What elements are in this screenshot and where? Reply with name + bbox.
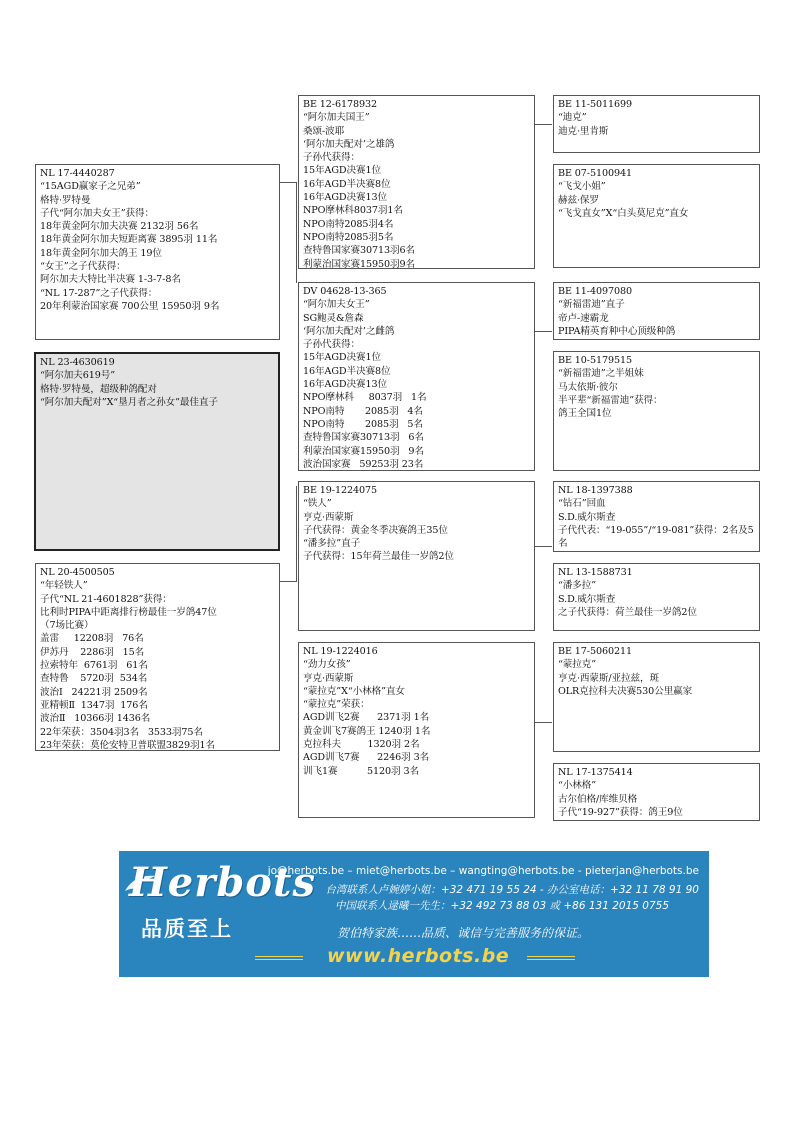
pedigree-sds bbox=[553, 282, 760, 340]
pedigree-line: “劲力女孩” bbox=[303, 659, 351, 671]
pedigree-line: “新福雷迪”之半姐妹 bbox=[558, 368, 644, 380]
pedigree-line: “铁人” bbox=[303, 498, 332, 510]
divider-left bbox=[255, 956, 303, 960]
pedigree-line: 子代“NL 21-4601828”获得： bbox=[40, 593, 172, 605]
ring-number: NL 18-1397388 bbox=[558, 485, 633, 496]
greeting: 贺伯特家族……品质、诚信与完善服务的保证。 bbox=[337, 926, 590, 940]
ring-number: NL 20-4500505 bbox=[40, 567, 115, 578]
pedigree-line: 波治国家赛 59253羽 23名 bbox=[303, 458, 424, 470]
pedigree-line: 15年AGD决赛1位 bbox=[303, 352, 381, 364]
pedigree-line: 盖雷 12208羽 76名 bbox=[40, 633, 144, 645]
pedigree-line: 子代“阿尔加夫女王”获得： bbox=[40, 207, 155, 219]
pedigree-line: “阿尔加夫配对”X“垦月者之孙女”最佳直子 bbox=[40, 396, 218, 408]
pedigree-line: “小林格” bbox=[558, 780, 597, 792]
ring-number: DV 04628-13-365 bbox=[303, 286, 387, 297]
pedigree-subject bbox=[34, 352, 280, 551]
pedigree-line: 子代获得：15年荷兰最佳一岁鸽2位 bbox=[303, 551, 454, 563]
pedigree-line: （7场比赛） bbox=[40, 620, 94, 632]
pedigree-line: ‘阿尔加夫配对’之雄鸽 bbox=[303, 138, 395, 150]
pedigree-line: 18年黄金阿尔加夫短距离赛 3895羽 11名 bbox=[40, 234, 218, 246]
pedigree-line: OLR克拉科夫决赛530公里赢家 bbox=[558, 685, 693, 697]
pedigree-dss bbox=[553, 481, 760, 552]
pedigree-line: 格特·罗特曼 bbox=[40, 194, 91, 206]
pedigree-sire-dam bbox=[298, 282, 535, 471]
pedigree-line: 古尔伯格/库维贝格 bbox=[558, 793, 638, 805]
ring-number: BE 19-1224075 bbox=[303, 485, 377, 496]
ring-number: NL 17-4440287 bbox=[40, 168, 115, 179]
pedigree-line: “年轻铁人” bbox=[40, 580, 88, 592]
pedigree-line: 子代“19-927”获得：鸽王9位 bbox=[558, 806, 683, 818]
pedigree-dds bbox=[553, 642, 760, 752]
pedigree-line: SG鲍灵&詹森 bbox=[303, 312, 364, 324]
pedigree-line: 之子代获得：荷兰最佳一岁鸽2位 bbox=[558, 606, 697, 618]
pedigree-line: 亨克·西蒙斯 bbox=[303, 511, 354, 523]
pedigree-line: NPO南特2085羽5名 bbox=[303, 231, 394, 243]
pedigree-line: 拉索特年 6761羽 61名 bbox=[40, 660, 148, 672]
pedigree-line: 黄金训飞7赛鸽王 1240羽 1名 bbox=[303, 725, 431, 737]
pedigree-line: “潘多拉” bbox=[558, 580, 597, 592]
pedigree-line: 18年黄金阿尔加夫决赛 2132羽 56名 bbox=[40, 221, 199, 233]
contact-phone-china: 中国联系人逯曦一先生：+32 492 73 88 03 或 +86 131 2015 0755 bbox=[335, 900, 669, 912]
pedigree-line: 亨克·西蒙斯 bbox=[303, 672, 354, 684]
pedigree-line: “阿尔加夫国王” bbox=[303, 112, 370, 124]
pedigree-line: NPO南特 2085羽 4名 bbox=[303, 405, 423, 417]
pedigree-line: 查特鲁国家赛30713羽 6名 bbox=[303, 432, 424, 444]
pedigree-line: 利蒙治国家赛15950羽9名 bbox=[303, 258, 415, 269]
pedigree-line: 伊苏丹 2286羽 15名 bbox=[40, 646, 145, 658]
pedigree-line: 阿尔加夫大特比半决赛 1-3-7-8名 bbox=[40, 274, 181, 286]
pedigree-line: “蒙拉克” bbox=[558, 659, 597, 671]
pedigree-line: “新福雷迪”直子 bbox=[558, 299, 625, 311]
pedigree-line: 马太依斯·彼尔 bbox=[558, 381, 618, 393]
pedigree-line: 子代获得：黄金冬季决赛鸽王35位 bbox=[303, 524, 448, 536]
ring-number: BE 07-5100941 bbox=[558, 168, 632, 179]
pedigree-ddd bbox=[553, 763, 760, 821]
pedigree-line: 比利时PIPA中距离排行榜最佳一岁鸽47位 bbox=[40, 606, 217, 618]
pedigree-line: “迪克” bbox=[558, 112, 587, 124]
pedigree-ssd bbox=[553, 164, 760, 268]
divider-right bbox=[527, 956, 575, 960]
pedigree-line: 桑颂-波耶 bbox=[303, 125, 345, 137]
pedigree-dsd bbox=[553, 563, 760, 631]
ring-number: NL 23-4630619 bbox=[40, 357, 115, 368]
ring-number: BE 12-6178932 bbox=[303, 99, 377, 110]
pedigree-sss bbox=[553, 95, 760, 153]
ring-number: NL 13-1588731 bbox=[558, 567, 633, 578]
pedigree-line: “飞戈直女”X“白头莫尼克”直女 bbox=[558, 207, 689, 219]
pedigree-line: NPO摩林科8037羽1名 bbox=[303, 205, 403, 217]
pedigree-line: “蒙拉克”荣获： bbox=[303, 699, 370, 711]
ring-number: BE 11-4097080 bbox=[558, 286, 632, 297]
pedigree-line: 23年荣获：莫伦安特卫普联盟3829羽1名 bbox=[40, 739, 215, 751]
pedigree-dam-sire bbox=[298, 481, 535, 631]
pedigree-sire bbox=[35, 164, 280, 340]
pedigree-sdd bbox=[553, 351, 760, 471]
ring-number: BE 11-5011699 bbox=[558, 99, 632, 110]
pedigree-line: 子孙代获得： bbox=[303, 339, 360, 351]
pedigree-line: PIPA精英育种中心顶级种鸽 bbox=[558, 325, 676, 337]
pedigree-line: 亚精顿Ⅱ 1347羽 176名 bbox=[40, 699, 148, 711]
pedigree-line: “阿尔加夫619号” bbox=[40, 370, 116, 382]
pedigree-line: 训飞1赛 5120羽 3名 bbox=[303, 765, 419, 777]
pedigree-line: 16年AGD决赛13位 bbox=[303, 192, 387, 204]
ring-number: NL 17-1375414 bbox=[558, 767, 633, 778]
pedigree-line: 亨克·西蒙斯/亚拉兹，斑 bbox=[558, 672, 660, 684]
contact-phone-taiwan: 台湾联系人卢婉婷小姐：+32 471 19 55 24 - 办公室电话：+32 11 78 91 90 bbox=[325, 884, 699, 896]
pedigree-line: “NL 17-287”之子代获得： bbox=[40, 287, 158, 299]
pedigree-line: “阿尔加夫女王” bbox=[303, 299, 370, 311]
pedigree-line: 16年AGD半决赛8位 bbox=[303, 365, 391, 377]
pedigree-line: “15AGD赢家子之兄弟” bbox=[40, 181, 141, 193]
ring-number: NL 19-1224016 bbox=[303, 646, 378, 657]
ring-number: BE 17-5060211 bbox=[558, 646, 632, 657]
ring-number: BE 10-5179515 bbox=[558, 355, 632, 366]
pedigree-sire-sire bbox=[298, 95, 535, 269]
pedigree-line: “蒙拉克”X“小林格”直女 bbox=[303, 685, 405, 697]
pedigree-line: NPO南特 2085羽 5名 bbox=[303, 418, 423, 430]
contact-emails[interactable]: jo@herbots.be – miet@herbots.be – wangting@herbots.be - pieterjan@herbots.be bbox=[267, 865, 699, 877]
pedigree-line: 20年利蒙治国家赛 700公里 15950羽 9名 bbox=[40, 300, 220, 312]
pedigree-line: ‘阿尔加夫配对’之雌鸽 bbox=[303, 325, 395, 337]
pedigree-line: 鸽王全国1位 bbox=[558, 408, 612, 420]
pedigree-line: 波治Ⅱ 10366羽 1436名 bbox=[40, 713, 151, 725]
website-link[interactable]: www.herbots.be bbox=[327, 945, 510, 967]
pedigree-line: AGD训飞7赛 2246羽 3名 bbox=[303, 752, 430, 764]
pedigree-line: 查特鲁国家赛30713羽6名 bbox=[303, 245, 415, 257]
herbots-banner bbox=[119, 851, 709, 977]
pedigree-line: 22年荣获：3504羽3名 3533羽75名 bbox=[40, 726, 203, 738]
pedigree-line: NPO摩林科 8037羽 1名 bbox=[303, 392, 427, 404]
pedigree-line: 16年AGD决赛13位 bbox=[303, 379, 387, 391]
pedigree-line: “飞戈小姐” bbox=[558, 181, 606, 193]
pedigree-line: 利蒙治国家赛15950羽 9名 bbox=[303, 445, 424, 457]
pedigree-line: 波治Ⅰ 24221羽 2509名 bbox=[40, 686, 148, 698]
pedigree-line: 子孙代获得： bbox=[303, 152, 360, 164]
pedigree-dam bbox=[35, 563, 280, 751]
pedigree-line: 格特·罗特曼，超级种鸽配对 bbox=[40, 383, 157, 395]
pedigree-line: 赫兹·保罗 bbox=[558, 194, 599, 206]
pedigree-line: 15年AGD决赛1位 bbox=[303, 165, 381, 177]
pedigree-line: 查特鲁 5720羽 534名 bbox=[40, 673, 148, 685]
pedigree-dam-dam bbox=[298, 642, 535, 818]
pedigree-line: 迪克·里肯斯 bbox=[558, 125, 609, 137]
pedigree-line: NPO南特2085羽4名 bbox=[303, 218, 394, 230]
pedigree-line: 克拉科夫 1320羽 2名 bbox=[303, 739, 420, 751]
pedigree-line: 帝卢-速霸龙 bbox=[558, 312, 609, 324]
pedigree-line: 子代代表：“19-055”/“19-081”获得：2名及5名 bbox=[558, 524, 754, 550]
pedigree-line: S.D.威尔斯查 bbox=[558, 593, 616, 605]
pedigree-line: 半平辈“新福雷迪”获得： bbox=[558, 394, 663, 406]
pedigree-line: “钻石”回血 bbox=[558, 498, 606, 510]
pedigree-line: AGD训飞2赛 2371羽 1名 bbox=[303, 712, 430, 724]
pedigree-line: 18年黄金阿尔加夫鸽王 19位 bbox=[40, 247, 162, 259]
pedigree-line: “潘多拉”直子 bbox=[303, 538, 361, 550]
slogan: 品质至上 bbox=[141, 917, 233, 941]
herbots-logo: Herbots bbox=[129, 859, 316, 906]
pedigree-line: 16年AGD半决赛8位 bbox=[303, 178, 391, 190]
pedigree-line: “女王”之子代获得： bbox=[40, 261, 126, 273]
pedigree-line: S.D.威尔斯查 bbox=[558, 511, 616, 523]
